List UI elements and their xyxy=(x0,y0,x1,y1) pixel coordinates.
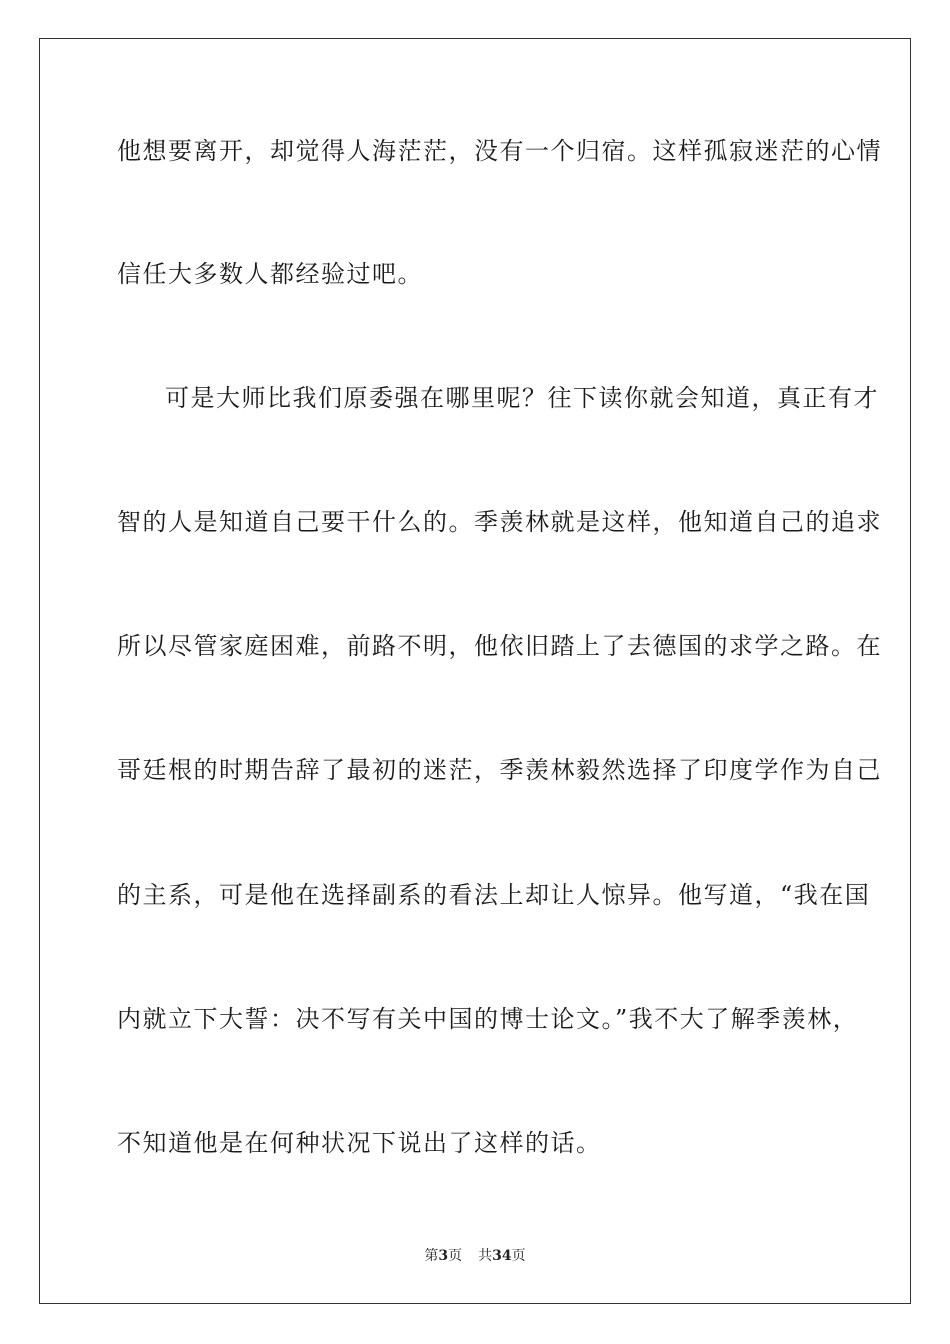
paragraph-line-7: 的主系，可是他在选择副系的看法上却让人惊异。他写道，“我在国 xyxy=(117,881,871,909)
paragraph-line-8: 内就立下大誓：决不写有关中国的博士论文。”我不大了解季羡林， xyxy=(117,1005,859,1033)
total-pages: 34 xyxy=(492,1248,512,1264)
page-suffix: 页 xyxy=(448,1248,463,1264)
paragraph-line-6: 哥廷根的时期告辞了最初的迷茫，季羡林毅然选择了印度学作为自己 xyxy=(117,756,882,784)
total-suffix: 页 xyxy=(511,1248,526,1264)
paragraph-line-1: 他想要离开，却觉得人海茫茫，没有一个归宿。这样孤寂迷茫的心情 xyxy=(117,137,882,165)
paragraph-line-3: 可是大师比我们原委强在哪里呢？往下读你就会知道，真正有才 xyxy=(165,384,879,412)
paragraph-line-2: 信任大多数人都经验过吧。 xyxy=(117,260,423,288)
page-footer xyxy=(0,1247,950,1265)
page-border xyxy=(39,38,911,1304)
page-prefix: 第 xyxy=(424,1248,439,1264)
paragraph-line-4: 智的人是知道自己要干什么的。季羡林就是这样，他知道自己的追求 xyxy=(117,508,882,536)
page-number: 3 xyxy=(438,1248,449,1264)
total-prefix: 共 xyxy=(478,1248,493,1264)
paragraph-line-5: 所以尽管家庭困难，前路不明，他依旧踏上了去德国的求学之路。在 xyxy=(117,632,882,660)
paragraph-line-9: 不知道他是在何种状况下说出了这样的话。 xyxy=(117,1129,602,1157)
